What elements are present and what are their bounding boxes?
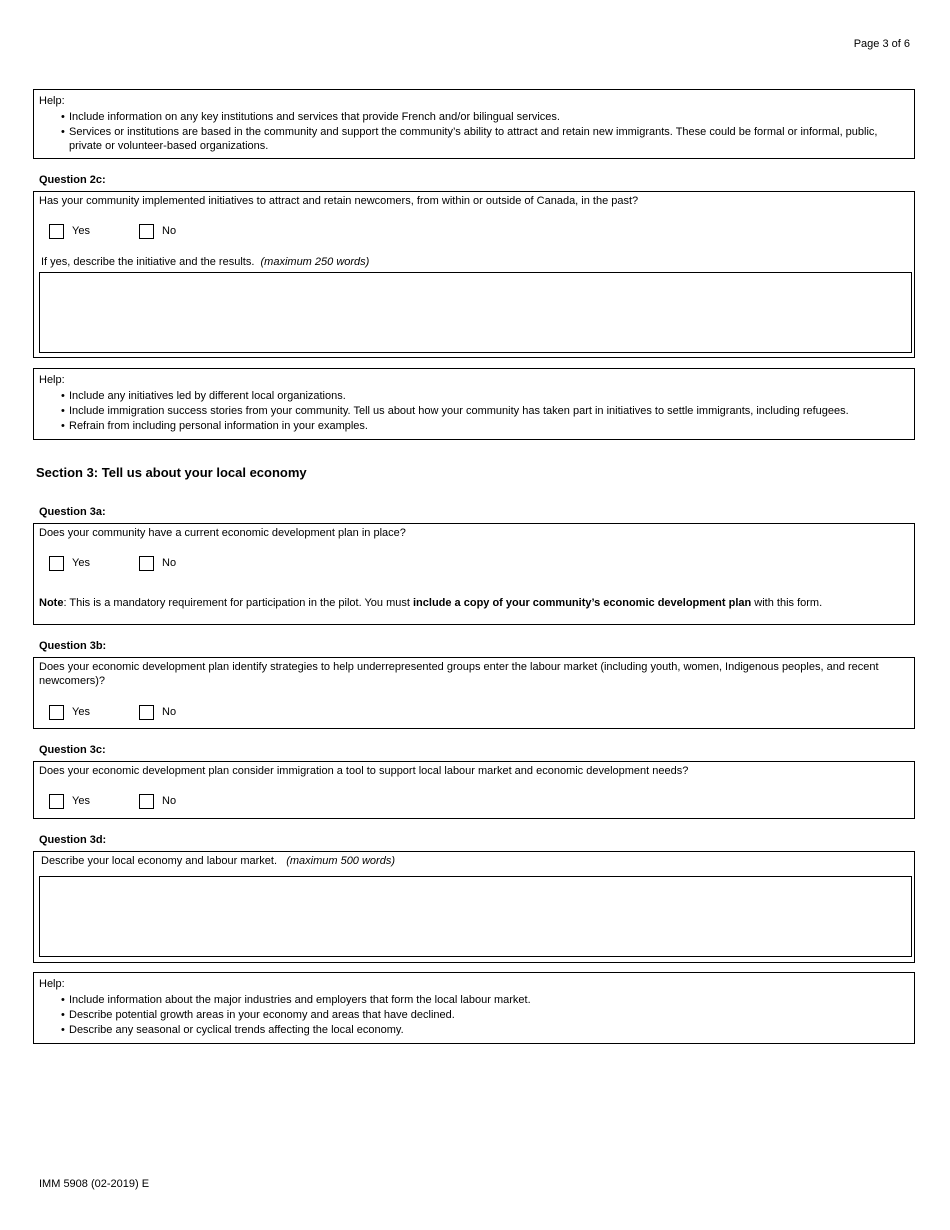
question-2c-label: Question 2c: [39,174,106,186]
question-2c-box [33,191,915,358]
question-3a-no-checkbox[interactable] [139,556,154,571]
help-item: • Include information on any key institutions and services that provide French and/or bilingual services. [61,110,904,124]
help-item: • Include immigration success stories from your community. Tell us about how your community has taken part in initiatives to settle immigrants, including refugees. [61,404,904,418]
question-3c-no-label: No [162,795,177,807]
question-3b-box [33,657,915,729]
question-2c-text: Has your community implemented initiatives to attract and retain newcomers, from within or outside of Canada, in the past? [39,195,639,207]
help-item: • Describe any seasonal or cyclical trends affecting the local economy. [61,1023,904,1037]
help-item: • Describe potential growth areas in your economy and areas that have declined. [61,1008,904,1022]
help-item: • Include any initiatives led by different local organizations. [61,389,904,403]
question-2c-no-checkbox[interactable] [139,224,154,239]
question-3a-yes-checkbox[interactable] [49,556,64,571]
help-box-services [33,89,915,159]
question-3c-yes-checkbox[interactable] [49,794,64,809]
help-item: • Refrain from including personal information in your examples. [61,419,904,433]
question-3a-text: Does your community have a current economic development plan in place? [39,527,406,539]
help-list [61,993,904,1038]
question-3d-prompt [41,854,904,868]
note-label: Note [39,597,64,609]
note-text: : This is a mandatory requirement for participation in the pilot. You must [63,597,413,609]
question-3c-label: Question 3c: [39,744,106,756]
question-3a-no-label: No [162,557,177,569]
question-3c-box [33,761,915,819]
question-3d-word-limit: (maximum 500 words) [286,855,395,867]
question-3c-text: Does your economic development plan consider immigration a tool to support local labour market and economic development needs? [39,765,689,777]
question-2c-answer-field[interactable] [39,272,912,353]
note-bold-text: include a copy of your community’s economic development plan [413,597,752,609]
question-2c-yes-label: Yes [72,225,90,237]
question-2c-no-label: No [162,225,177,237]
question-3a-yes-label: Yes [72,557,90,569]
section-3-title: Section 3: Tell us about your local economy [36,465,307,480]
question-3d-answer-field[interactable] [39,876,912,957]
question-3a-note [39,596,904,610]
question-2c-word-limit: (maximum 250 words) [260,256,370,268]
question-3b-no-checkbox[interactable] [139,705,154,720]
question-3a-label: Question 3a: [39,506,106,518]
question-3c-no-checkbox[interactable] [139,794,154,809]
help-list [61,389,904,434]
question-3a-box [33,523,915,625]
page-number: Page 3 of 6 [853,38,910,50]
question-3d-prompt-text: Describe your local economy and labour market. [41,855,278,867]
question-3b-no-label: No [162,706,177,718]
question-3b-yes-checkbox[interactable] [49,705,64,720]
question-3b-yes-label: Yes [72,706,90,718]
help-box-initiatives [33,368,915,440]
help-item: • Include information about the major industries and employers that form the local labour market. [61,993,904,1007]
question-2c-prompt-text: If yes, describe the initiative and the results. [41,256,255,268]
form-number-footer: IMM 5908 (02-2019) E [39,1178,150,1190]
question-3d-label: Question 3d: [39,834,107,846]
note-end-text: with this form. [751,597,823,609]
help-label: Help: [39,95,65,107]
question-3c-yes-label: Yes [72,795,90,807]
help-label: Help: [39,374,65,386]
help-item: • Services or institutions are based in the community and support the community’s ability to attract and retain new immigrants. These could be formal or informal, public, private or volunteer-based organizations. [61,125,904,153]
question-2c-prompt [41,255,904,269]
question-3b-text: Does your economic development plan identify strategies to help underrepresented groups enter the labour market (including youth, women, Indigenous peoples, and recent newcomers)? [39,661,879,687]
help-label: Help: [39,978,65,990]
question-2c-yes-checkbox[interactable] [49,224,64,239]
help-box-economy [33,972,915,1044]
question-3d-box [33,851,915,963]
question-3b-label: Question 3b: [39,640,107,652]
help-list [61,110,904,154]
